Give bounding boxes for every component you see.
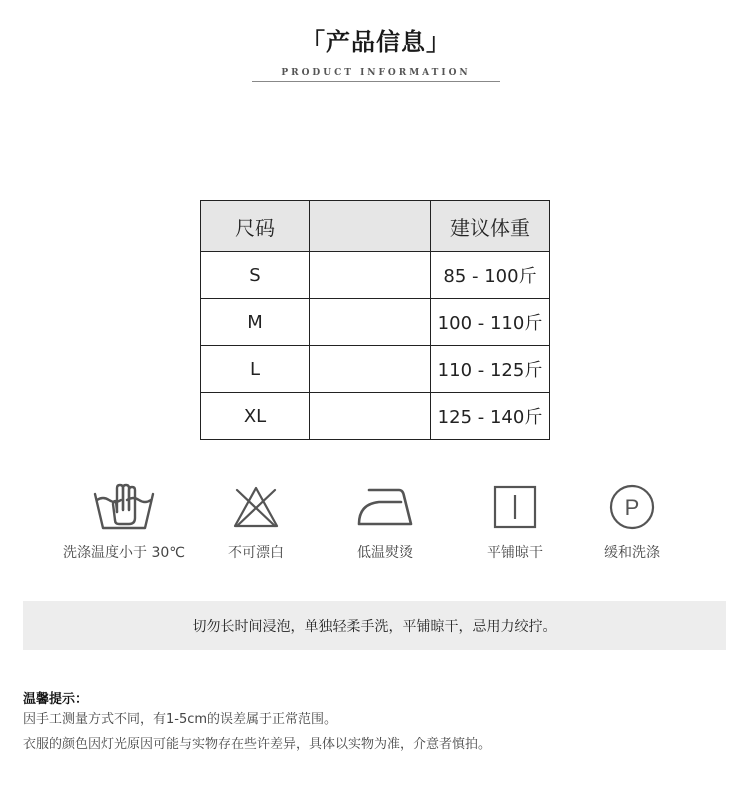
cell-size: S [201, 252, 310, 299]
header-size: 尺码 [201, 201, 310, 252]
cell-weight: 85 - 100斤 [431, 252, 550, 299]
cell-blank [310, 346, 431, 393]
table-row [201, 299, 550, 346]
no-bleach-icon [231, 482, 281, 532]
care-gentle-clean [562, 482, 702, 562]
flat-dry-icon [490, 482, 540, 532]
care-label: 低温熨烫 [357, 545, 413, 561]
cell-size: M [201, 299, 310, 346]
cell-weight: 110 - 125斤 [431, 346, 550, 393]
page-title: 「产品信息」 [301, 28, 451, 56]
cell-weight: 125 - 140斤 [431, 393, 550, 440]
cell-blank [310, 252, 431, 299]
care-label: 不可漂白 [228, 545, 284, 561]
gentle-dry-clean-icon [607, 482, 657, 532]
care-label: 洗涤温度小于 30℃ [63, 545, 185, 561]
tip-line: 衣服的颜色因灯光原因可能与实物存在些许差异，具体以实物为准，介意者慎拍。 [23, 737, 492, 752]
header-blank [310, 201, 431, 252]
cell-blank [310, 393, 431, 440]
low-iron-icon [355, 482, 415, 532]
size-table [200, 200, 550, 440]
header-weight: 建议体重 [431, 201, 550, 252]
table-row [201, 252, 550, 299]
care-notice-banner [23, 601, 726, 650]
table-row [201, 393, 550, 440]
subtitle-underline [252, 81, 500, 82]
care-low-iron [315, 482, 455, 562]
cell-blank [310, 299, 431, 346]
table-row [201, 346, 550, 393]
care-hand-wash [54, 482, 194, 562]
table-header-row [201, 201, 550, 252]
cell-size: L [201, 346, 310, 393]
cell-weight: 100 - 110斤 [431, 299, 550, 346]
care-notice-text: 切勿长时间浸泡，单独轻柔手洗，平铺晾干，忌用力绞拧。 [192, 618, 557, 635]
hand-wash-icon [93, 482, 155, 532]
tip-line: 因手工测量方式不同，有1-5cm的误差属于正常范围。 [23, 712, 338, 727]
tips-title: 温馨提示： [23, 692, 89, 707]
care-label: 平铺晾干 [487, 545, 543, 561]
care-no-bleach [186, 482, 326, 562]
page-subtitle: PRODUCT INFORMATION [281, 68, 471, 78]
cell-size: XL [201, 393, 310, 440]
dry-clean-letter: P [624, 495, 640, 520]
care-label: 缓和洗涤 [604, 545, 660, 561]
